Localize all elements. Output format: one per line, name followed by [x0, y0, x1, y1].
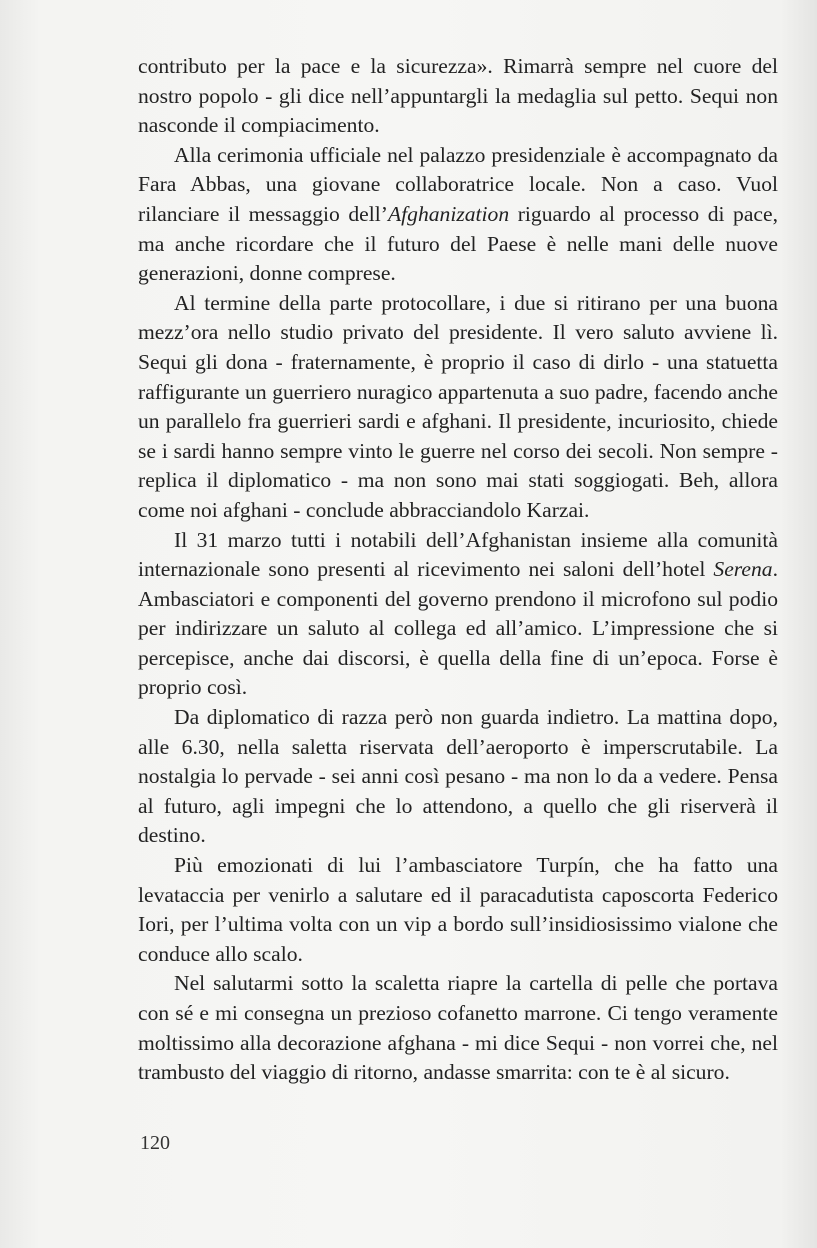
page-number: 120 [140, 1132, 170, 1154]
paragraph-7: Nel salutarmi sotto la scaletta riapre la cartella di pelle che portava con sé e mi consegna un prezioso cofanetto marrone. Ci tengo veramente moltissimo alla decorazione afghana - mi dice Sequi - non vorrei che, nel trambusto del viaggio di ritorno, andasse smarrita: con te è al sicuro. [138, 971, 778, 1085]
paragraph-2-part-c: riguardo al processo di pace, ma anche ricordare che il futuro del Paese è nelle mani delle nuove generazioni, donne comprese. [138, 201, 778, 286]
paragraph-2 [138, 141, 778, 289]
body-text [138, 52, 778, 1088]
paragraph-4-part-b: . Ambasciatori e componenti del governo prendono il microfono sul podio per indirizzare un saluto al collega ed all’amico. L’impressione che si percepisce, anche dai discorsi, è quella della fine di un’epoca. Forse è proprio così. [138, 557, 778, 700]
hotel-name: Serena [713, 557, 773, 582]
paragraph-2-part-a: Alla cerimonia ufficiale nel palazzo presidenziale è accompagnato da Fara Abbas, una giovane collaboratrice locale. Non a caso. [138, 142, 778, 197]
afghanization-term: Afghanization [387, 201, 510, 226]
paragraph-2-part-b: Vuol rilanciare il messaggio dell’ [138, 172, 779, 226]
paragraph-4 [138, 526, 778, 704]
paragraph-6: Più emozionati di lui l’ambasciatore Turpín, che ha fatto una levataccia per venirlo a salutare ed il paracadutista caposcorta Federico Iori, per l’ultima volta con un vip a bordo sull’insidiosissimo vialone che conduce allo scalo. [138, 853, 778, 966]
paragraph-3: Al termine della parte protocollare, i due si ritirano per una buona mezz’ora nello studio privato del presidente. Il vero saluto avviene lì. Sequi gli dona - fraternamente, è proprio il caso di dirlo - una statuetta raffigurante un guerriero nuragico appartenuta a suo padre, facendo anche un parallelo fra guerrieri sardi e afghani. Il presidente, incuriosito, chiede se i sardi hanno sempre vinto le guerre nel corso dei secoli. Non sempre - replica il diplomatico - ma non sono mai stati soggiogati. Beh, allora come noi afghani - conclude abbracciandolo Karzai. [138, 290, 778, 522]
paragraph-4-part-a: Il 31 marzo tutti i notabili dell’Afghanistan insieme alla comunità internazionale sono presenti al ricevimento nei saloni dell’hotel [138, 527, 778, 582]
paragraph-1: contributo per la pace e la sicurezza». Rimarrà sempre nel cuore del nostro popolo - gli dice nell’appuntargli la medaglia sul petto. Sequi non nasconde il compiacimento. [138, 54, 778, 138]
paragraph-5: Da diplomatico di razza però non guarda indietro. La mattina dopo, alle 6.30, nella saletta riservata dell’aeroporto è imperscrutabile. La nostalgia lo pervade - sei anni così pesano - ma non lo da a vedere. Pensa al futuro, agli impegni che lo attendono, a quello che gli riserverà il destino. [138, 705, 778, 848]
